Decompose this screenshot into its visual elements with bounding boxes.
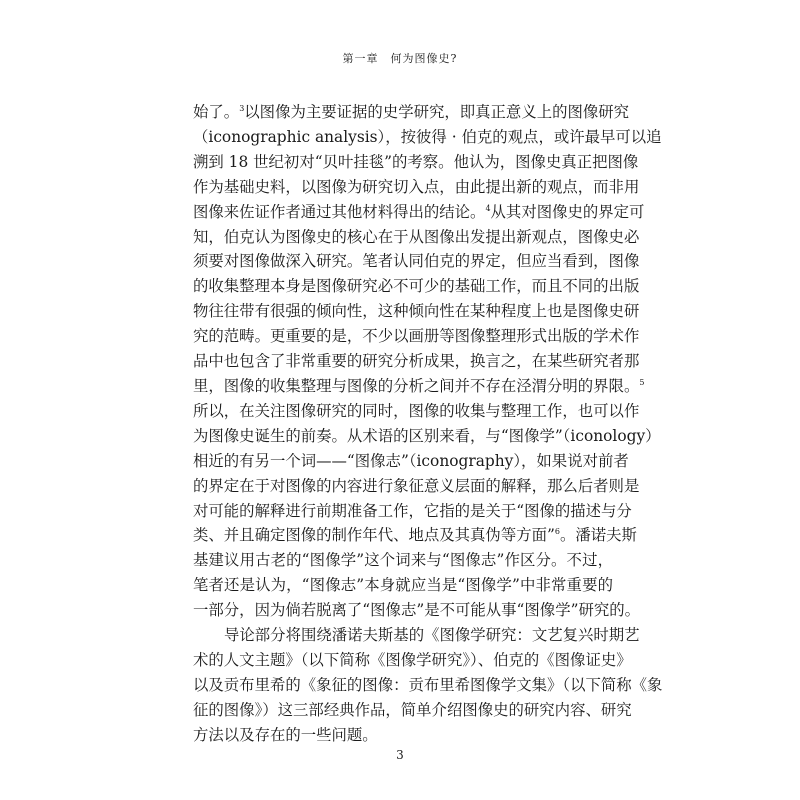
text-line: 方法以及存在的一些问题。 [193, 725, 378, 744]
text-line: 以及贡布里希的《象征的图像：贡布里希图像学文集》（以下简称《象 [193, 675, 663, 694]
footnote-marker: 5 [639, 377, 645, 387]
text-line: 相近的有另一个词——“图像志”（iconography），如果说对前者 [193, 451, 629, 470]
text-line: 基建议用古老的“图像学”这个词来与“图像志”作区分。不过， [193, 551, 613, 570]
text-line: 作为基础史料，以图像为研究切入点，由此提出新的观点，而非用 [193, 177, 640, 196]
body-text [193, 100, 663, 748]
running-header: 第一章 何为图像史? [342, 52, 458, 65]
text-line: 所以，在关注图像研究的同时，图像的收集与整理工作，也可以作 [193, 401, 640, 420]
text-line: 始了。$^3$以图像为主要证据的史学研究，即真正意义上的图像研究 [193, 103, 630, 121]
text-line: 一部分，因为倘若脱离了“图像志”是不可能从事“图像学”研究的。 [193, 601, 641, 620]
text-line: 物往往带有很强的倾向性，这种倾向性在某种程度上也是图像史研 [193, 302, 640, 321]
paragraph-2 [193, 623, 663, 748]
footnote-marker: 3 [239, 103, 245, 113]
text-line: 术的人文主题》（以下简称《图像学研究》）、伯克的《图像证史》 [193, 650, 632, 669]
text-line: 对可能的解释进行前期准备工作，它指的是关于“图像的描述与分 [193, 501, 632, 520]
text-line: （iconographic analysis），按彼得 · 伯克的观点，或许最早可以追 [193, 127, 662, 146]
text-line: 征的图像》）这三部经典作品，简单介绍图像史的研究内容、研究 [193, 700, 632, 719]
text-line: 类、并且确定图像的制作年代、地点及其真伪等方面”$^6$。潘诺夫斯 [193, 526, 637, 545]
text-line: 的收集整理本身是图像研究必不可少的基础工作，而且不同的出版 [193, 277, 640, 296]
text-line: 为图像史诞生的前奏。从术语的区别来看，与“图像学”（iconology） [193, 426, 661, 445]
text-line: 须要对图像做深入研究。笔者认同伯克的界定，但应当看到，图像 [193, 252, 640, 271]
text-line: 品中也包含了非常重要的研究分析成果，换言之，在某些研究者那 [193, 352, 640, 371]
text-line: 知，伯克认为图像史的核心在于从图像出发提出新观点，图像史必 [193, 227, 640, 246]
text-line: 导论部分将围绕潘诺夫斯基的《图像学研究：文艺复兴时期艺 [224, 626, 640, 645]
paragraph-1 [193, 100, 662, 623]
text-line: 里，图像的收集整理与图像的分析之间并不存在泾渭分明的界限。$^5$ [193, 376, 645, 395]
footnote-marker: 4 [485, 203, 491, 213]
text-line: 笔者还是认为，“图像志”本身就应当是“图像学”中非常重要的 [193, 576, 613, 595]
text-line: 溯到 18 世纪初对“贝叶挂毯”的考察。他认为，图像史真正把图像 [193, 152, 639, 171]
page-number: 3 [396, 748, 404, 762]
text-line: 究的范畴。更重要的是，不少以画册等图像整理形式出版的学术作 [193, 327, 640, 346]
footnote-marker: 6 [554, 527, 560, 537]
text-line: 的界定在于对图像的内容进行象征意义层面的解释，那么后者则是 [193, 476, 640, 495]
text-line: 图像来佐证作者通过其他材料得出的结论。$^4$从其对图像史的界定可 [193, 202, 645, 221]
